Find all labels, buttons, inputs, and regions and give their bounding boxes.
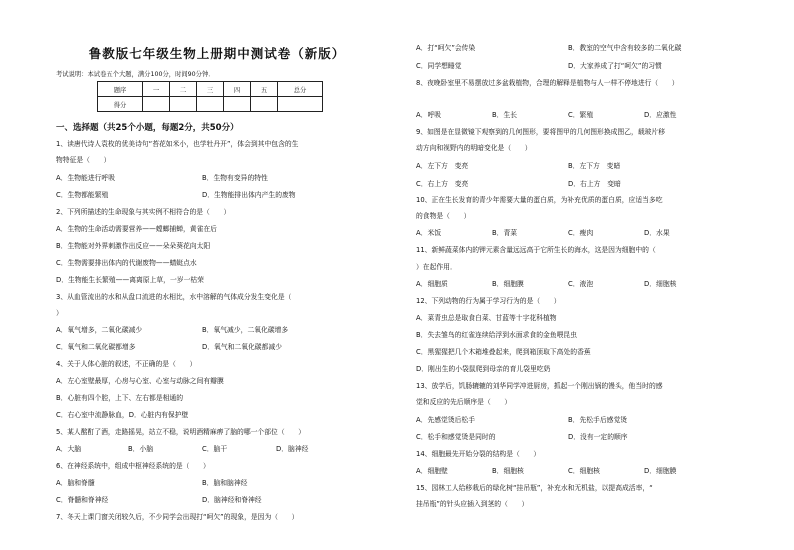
question-text: 7、冬天上课门窗关闭较久后，不少同学会出现打“呵欠”的现象，是因为（ ）	[56, 513, 299, 521]
option: A．左下方 变亮	[416, 162, 469, 170]
option: C．右心室中流静脉血，D．心脏内有保护壁	[56, 411, 189, 419]
question-text: 9、如图是在显微镜下观察到的几何图形，要将图甲的几何图形换成图乙，载玻片移	[416, 128, 666, 136]
score-cell	[170, 97, 197, 112]
score-header-cell: 总分	[278, 82, 323, 97]
question-text: 11、新鲜蔬菜体内的钾元素含量远远高于它所生长的海水，这是因为细胞中的（	[416, 246, 656, 254]
option: A．细胞质	[416, 280, 448, 288]
question-text: 10、正在生长发育的青少年需要大量的蛋白质，为补充优质的蛋白质，应适当多吃	[416, 196, 663, 204]
option: A．脑和脊髓	[56, 479, 95, 487]
page-title: 鲁教版七年级生物上册期中测试卷（新版）	[88, 46, 346, 61]
option: B．小脑	[128, 445, 154, 453]
question-text: 4、关于人体心脏的叙述，不正确的是（ ）	[56, 360, 197, 368]
option: D．右上方 变暗	[568, 180, 621, 188]
option: D．应激性	[644, 111, 677, 119]
option: C．繁殖	[568, 111, 594, 119]
score-header-cell: 一	[143, 82, 170, 97]
option: D．没有一定的顺序	[568, 433, 628, 441]
option: D．氧气和二氧化碳都减少	[202, 343, 282, 351]
option: B．生物有变异的特性	[202, 174, 268, 182]
option: B．教室的空气中含有较多的二氧化碳	[568, 44, 682, 52]
option: C．液泡	[568, 280, 594, 288]
score-table-score-row	[98, 97, 323, 112]
option: A．氧气增多，二氧化碳减少	[56, 326, 143, 334]
score-cell	[224, 97, 251, 112]
option: C．细胞核	[568, 467, 600, 475]
question-text: 15、园林工人给移栽后的绿化树“挂吊瓶”，补充水和无机盐，以提高成活率，“	[416, 484, 653, 492]
option: C．生物都能繁殖	[56, 191, 109, 199]
section-heading: 一、选择题（共25个小题，每题2分，共50分）	[56, 123, 239, 133]
question-text: 12、下列动物的行为属于学习行为的是（ ）	[416, 297, 561, 305]
question-text: 觉和反应的先后顺序是（ ）	[416, 398, 512, 406]
score-header-cell: 四	[224, 82, 251, 97]
question-text: 动方向和视野内的明暗变化是（ ）	[416, 144, 532, 152]
option: D．生物能排出体内产生的废物	[202, 191, 296, 199]
option: C．脊髓和脊神经	[56, 496, 109, 504]
option: A．细胞壁	[416, 467, 448, 475]
option: C．松手和感觉烫是同时的	[416, 433, 496, 441]
option: C．黑猩猩把几个木箱堆叠起来，爬到箱顶取下高处的香蕉	[416, 348, 591, 356]
question-text: 13、放学后，饥肠辘辘的刘华同学冲进厨房，抓起一个刚出锅的馒头，他当时的感	[416, 382, 663, 390]
option: D．水果	[644, 229, 670, 237]
option: C．生物需要排出体内的代谢废物——蜻蜓点水	[56, 259, 197, 267]
score-cell	[143, 97, 170, 112]
option: B．细胞核	[492, 467, 524, 475]
option: B．先松手后感觉烫	[568, 416, 628, 424]
option: B．左下方 变暗	[568, 162, 621, 170]
question-text: 3、从血管流出的水和从盘口流进的水相比，水中溶解的气体成分发生变化是（	[56, 293, 292, 301]
score-cell	[197, 97, 224, 112]
option: D．脑神经和脊神经	[202, 496, 262, 504]
option: B．失去雏鸟的红雀连续给浮到水面求食的金鱼喂昆虫	[416, 331, 577, 339]
option: C．瘦肉	[568, 229, 594, 237]
option: C．同学想睡觉	[416, 62, 462, 70]
option: B．氧气减少，二氧化碳增多	[202, 326, 289, 334]
score-table-header-row	[98, 82, 323, 97]
option: C．脑干	[202, 445, 228, 453]
score-cell	[251, 97, 278, 112]
option: C．右上方 变亮	[416, 180, 469, 188]
question-text: ）	[56, 309, 63, 317]
question-text: 14、细胞最先开始分裂的结构是（ ）	[416, 450, 541, 458]
question-text: ）在起作用．	[416, 263, 457, 271]
exam-instructions: 考试说明：本试卷五个大题，满分100分，时间90分钟．	[56, 71, 215, 78]
option: A．打“呵欠”会传染	[416, 44, 476, 52]
option: B．心脏有四个腔，上下、左右都是相通的	[56, 394, 184, 402]
score-row-label: 得分	[98, 97, 143, 112]
question-text: 5、某人酩酊了酒，走路摇晃，站立不稳，说明酒精麻痹了脑的哪一个部位（ ）	[56, 428, 306, 436]
question-text: 8、夜晚卧室里不易摆放过多盆栽植物，合理的解释是植物与人一样不停地进行（ ）	[416, 79, 679, 87]
question-text: 物特征是（ ）	[56, 156, 111, 164]
score-header-cell: 二	[170, 82, 197, 97]
option: D．生物能生长繁殖——离离原上草，一岁一枯荣	[56, 276, 204, 284]
option: A．菜青虫总是取食白菜、甘蓝等十字花科植物	[416, 314, 557, 322]
option: D．脑神经	[276, 445, 309, 453]
question-text: 6、在神经系统中，组成中枢神经系统的是（ ）	[56, 462, 210, 470]
question-text: 2、下列所描述的生命现象与其实例不相符合的是（ ）	[56, 208, 231, 216]
option: D．大家养成了打“呵欠”的习惯	[568, 62, 662, 70]
score-cell	[278, 97, 323, 112]
option: A．米饭	[416, 229, 442, 237]
question-text: 挂吊瓶”的针头应插入到茎的（ ）	[416, 500, 529, 508]
option: D．刚出生的小袋鼠爬到母亲的育儿袋里吃奶	[416, 365, 551, 373]
option: A．左心室壁最厚，心房与心室、心室与动脉之间有瓣膜	[56, 377, 224, 385]
option: A．生物能进行呼吸	[56, 174, 116, 182]
score-header-cell: 题序	[98, 82, 143, 97]
option: C．氧气和二氧化碳都增多	[56, 343, 136, 351]
option: B．脑和脑神经	[202, 479, 248, 487]
option: A．大脑	[56, 445, 82, 453]
option: B．生长	[492, 111, 518, 119]
option: B．生物能对外界刺激作出反应——朵朵葵花向太阳	[56, 242, 211, 250]
option: D．细胞核	[644, 280, 677, 288]
option: A．生物的生命活动需要营养——螳螂捕蝉，黄雀在后	[56, 225, 217, 233]
option: B．青菜	[492, 229, 518, 237]
question-text: 的食物是（ ）	[416, 212, 471, 220]
score-header-cell: 三	[197, 82, 224, 97]
question-text: 1、读唐代诗人袁枚的优美诗句“苔花如米小，也学牡丹开”，体会到其中包含的生	[56, 140, 299, 148]
score-header-cell: 五	[251, 82, 278, 97]
score-table	[97, 81, 323, 112]
option: B．细胞膜	[492, 280, 524, 288]
option: D．细胞膜	[644, 467, 677, 475]
option: A．先感觉烫后松手	[416, 416, 476, 424]
option: A．呼吸	[416, 111, 442, 119]
